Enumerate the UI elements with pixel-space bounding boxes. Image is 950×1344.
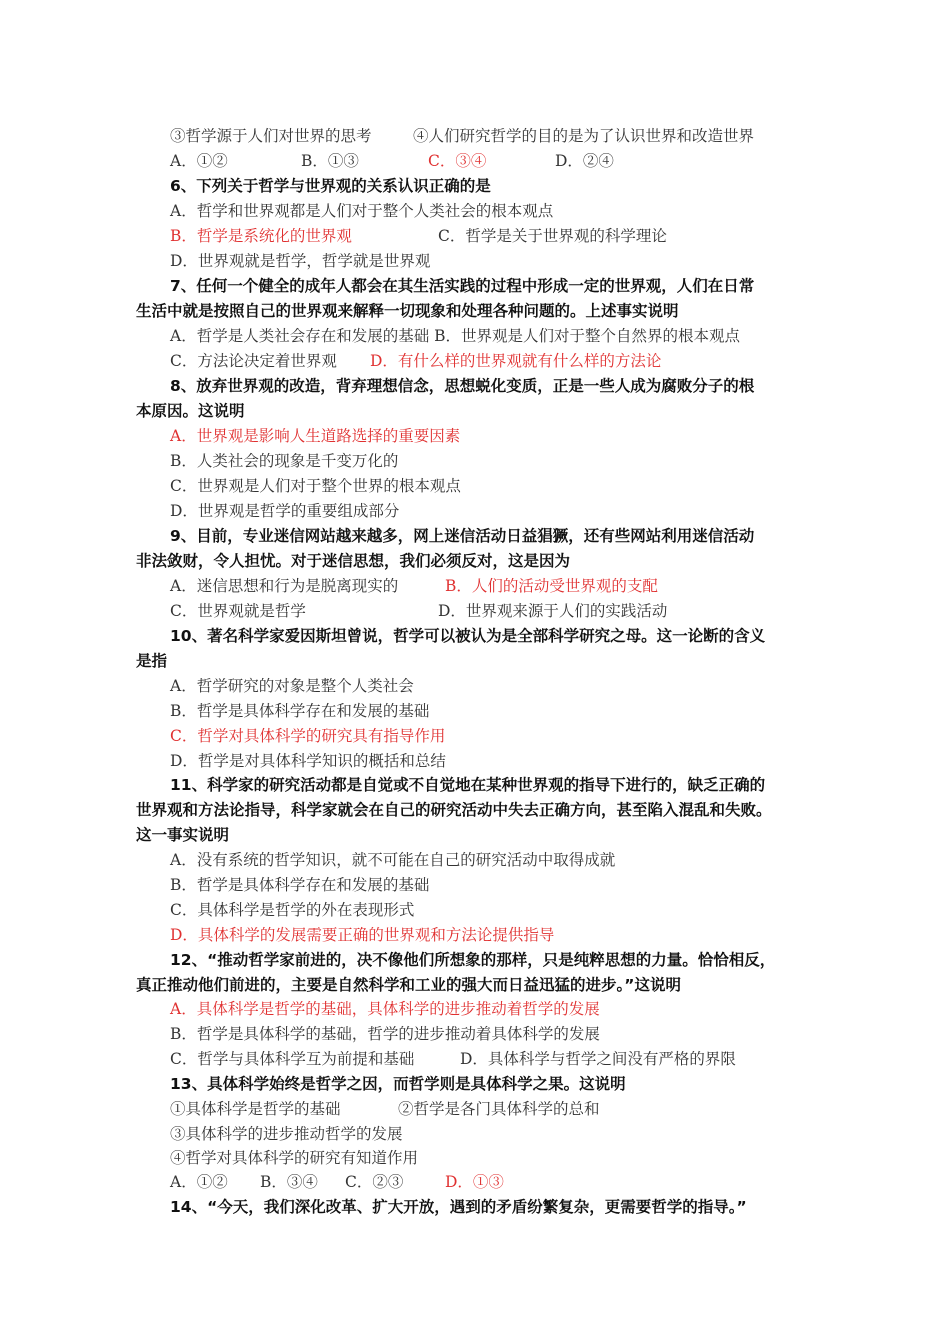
question-7-stem-line1: 7、任何一个健全的成年人都会在其生活实践的过程中形成一定的世界观，人们在日常 (170, 277, 755, 295)
q8-option-d: D．世界观是哲学的重要组成部分 (170, 502, 400, 520)
q11-option-a: A．没有系统的哲学知识，就不可能在自己的研究活动中取得成就 (170, 851, 616, 869)
option-b: B．①③ (301, 152, 359, 170)
q7-options-ab: A．哲学是人类社会存在和发展的基础 B．世界观是人们对于整个自然界的根本观点 (170, 327, 741, 345)
question-10-stem-line2: 是指 (136, 652, 168, 670)
q7-option-c: C．方法论决定着世界观 (170, 352, 337, 370)
q10-option-b: B．哲学是具体科学存在和发展的基础 (170, 702, 430, 720)
question-11-stem-line1: 11、科学家的研究活动都是自觉或不自觉地在某种世界观的指导下进行的，缺乏正确的 (170, 776, 766, 794)
question-12-stem-line2: 真正推动他们前进的，主要是自然科学和工业的强大而日益迅猛的进步。”这说明 (136, 976, 681, 994)
q13-options (170, 1172, 890, 1192)
q9-options-ab (170, 576, 890, 596)
q12-option-b: B．哲学是具体科学的基础，哲学的进步推动着具体科学的发展 (170, 1025, 600, 1043)
option-d: D．②④ (555, 152, 614, 170)
question-8-stem-line1: 8、放弃世界观的改造，背弃理想信念，思想蜕化变质，正是一些人成为腐败分子的根 (170, 377, 755, 395)
q13-statement-1: ①具体科学是哲学的基础 (170, 1100, 341, 1118)
options-line (170, 151, 890, 171)
question-6-stem: 6、下列关于哲学与世界观的关系认识正确的是 (170, 177, 491, 195)
q9-option-a: A．迷信思想和行为是脱离现实的 (170, 577, 399, 595)
q11-option-d-answer: D．具体科学的发展需要正确的世界观和方法论提供指导 (170, 926, 555, 944)
question-11-stem-line2: 世界观和方法论指导，科学家就会在自己的研究活动中失去正确方向，甚至陷入混乱和失败。 (136, 801, 772, 819)
statement-3: ③哲学源于人们对世界的思考 (170, 127, 372, 145)
question-12-stem-line1: 12、“推动哲学家前进的，决不像他们所想象的那样，只是纯粹思想的力量。恰恰相反， (170, 951, 776, 969)
q10-option-d: D．哲学是对具体科学知识的概括和总结 (170, 752, 446, 770)
q7-option-d-answer: D．有什么样的世界观就有什么样的方法论 (370, 352, 662, 370)
statement-4: ④人们研究哲学的目的是为了认识世界和改造世界 (413, 127, 755, 145)
question-10-stem-line1: 10、著名科学家爱因斯坦曾说，哲学可以被认为是全部科学研究之母。这一论断的含义 (170, 627, 766, 645)
q12-option-d: D．具体科学与哲学之间没有严格的界限 (460, 1050, 736, 1068)
q6-options-bc (170, 226, 890, 246)
q7-options-cd (170, 351, 890, 371)
question-11-stem-line3: 这一事实说明 (136, 826, 230, 844)
q9-option-d: D．世界观来源于人们的实践活动 (438, 602, 668, 620)
question-9-stem-line1: 9、目前，专业迷信网站越来越多，网上迷信活动日益猖獗，还有些网站利用迷信活动 (170, 527, 755, 545)
q8-option-b: B．人类社会的现象是千变万化的 (170, 452, 399, 470)
q12-option-a-answer: A．具体科学是哲学的基础，具体科学的进步推动着哲学的发展 (170, 1000, 600, 1018)
q9-option-c: C．世界观就是哲学 (170, 602, 306, 620)
q6-option-b-answer: B．哲学是系统化的世界观 (170, 227, 352, 245)
q12-options-cd (170, 1049, 890, 1069)
q8-option-a-answer: A．世界观是影响人生道路选择的重要因素 (170, 427, 461, 445)
q10-option-a: A．哲学研究的对象是整个人类社会 (170, 677, 414, 695)
q11-option-b: B．哲学是具体科学存在和发展的基础 (170, 876, 430, 894)
q13-option-c: C．②③ (345, 1173, 404, 1191)
q9-options-cd (170, 601, 890, 621)
question-8-stem-line2: 本原因。这说明 (136, 402, 245, 420)
question-7-stem-line2: 生活中就是按照自己的世界观来解释一切现象和处理各种问题的。上述事实说明 (136, 302, 679, 320)
statement-line (170, 126, 890, 146)
q9-option-b-answer: B．人们的活动受世界观的支配 (445, 577, 658, 595)
option-c-answer: C．③④ (428, 152, 487, 170)
option-a: A．①② (170, 152, 228, 170)
question-13-stem: 13、具体科学始终是哲学之因，而哲学则是具体科学之果。这说明 (170, 1075, 626, 1093)
q12-option-c: C．哲学与具体科学互为前提和基础 (170, 1050, 415, 1068)
q13-statement-2: ②哲学是各门具体科学的总和 (398, 1100, 600, 1118)
q13-statement-3: ③具体科学的进步推动哲学的发展 (170, 1125, 403, 1143)
q8-option-c: C．世界观是人们对于整个世界的根本观点 (170, 477, 461, 495)
q11-option-c: C．具体科学是哲学的外在表现形式 (170, 901, 415, 919)
question-14-stem-line1: 14、“今天，我们深化改革、扩大开放，遇到的矛盾纷繁复杂，更需要哲学的指导。” (170, 1198, 747, 1216)
q13-statement-4: ④哲学对具体科学的研究有知道作用 (170, 1149, 419, 1167)
q6-option-c: C．哲学是关于世界观的科学理论 (438, 227, 667, 245)
q6-option-a: A．哲学和世界观都是人们对于整个人类社会的根本观点 (170, 202, 554, 220)
q13-statements-12 (170, 1099, 890, 1119)
q13-option-b: B．③④ (260, 1173, 318, 1191)
q13-option-a: A．①② (170, 1173, 228, 1191)
q10-option-c-answer: C．哲学对具体科学的研究具有指导作用 (170, 727, 446, 745)
question-9-stem-line2: 非法敛财，令人担忧。对于迷信思想，我们必须反对，这是因为 (136, 552, 571, 570)
q13-option-d-answer: D．①③ (445, 1173, 504, 1191)
q6-option-d: D．世界观就是哲学，哲学就是世界观 (170, 252, 431, 270)
